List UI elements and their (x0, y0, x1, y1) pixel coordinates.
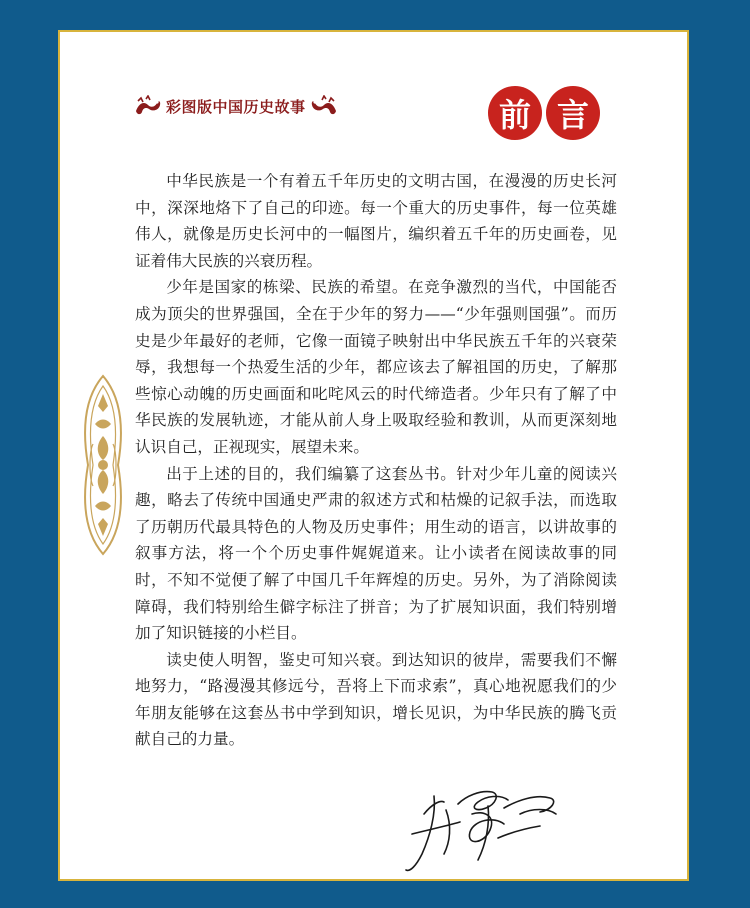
preface-paragraph: 少年是国家的栋梁、民族的希望。在竞争激烈的当代，中国能否成为顶尖的世界强国，全在于少年的努力——“少年强则国强”。而历史是少年最好的老师，它像一面镜子映射出中华民族五千年的兴衰荣辱，我想每一个热爱生活的少年，都应该去了解祖国的历史，了解那些惊心动魄的历史画面和叱咤风云的时代缔造者。少年只有了解了中华民族的发展轨迹，才能从前人身上吸取经验和教训，从而更深刻地认识自己，正视现实，展望未来。 (135, 278, 617, 456)
title-badge-yan: 言 (546, 86, 600, 140)
dragon-left-icon (134, 95, 162, 117)
signature (400, 774, 590, 874)
series-header (134, 93, 338, 119)
dragon-right-icon (310, 95, 338, 117)
preface-paragraph: 出于上述的目的，我们编纂了这套丛书。针对少年儿童的阅读兴趣，略去了传统中国通史严肃的叙述方式和枯燥的记叙手法，而选取了历朝历代最具特色的人物及历史事件；用生动的语言，以讲故事的叙事方法，将一个个历史事件娓娓道来。让小读者在阅读故事的同时，不知不觉便了解了中国几千年辉煌的历史。另外，为了消除阅读障碍，我们特别给生僻字标注了拼音；为了扩展知识面，我们特别增加了知识链接的小栏目。 (135, 464, 617, 643)
floral-ornament-icon (78, 372, 128, 558)
preface-body (135, 168, 617, 753)
preface-paragraph: 中华民族是一个有着五千年历史的文明古国，在漫漫的历史长河中，深深地烙下了自己的印迹。每一个重大的历史事件，每一位英雄伟人，就像是历史长河中的一幅图片，编织着五千年的历史画卷，见证着伟大民族的兴衰历程。 (135, 172, 617, 270)
title-badge-qian: 前 (488, 86, 542, 140)
preface-paragraph: 读史使人明智，鉴史可知兴衰。到达知识的彼岸，需要我们不懈地努力，“路漫漫其修远兮，吾将上下而求索”，真心地祝愿我们的少年朋友能够在这套丛书中学到知识，增长见识，为中华民族的腾飞贡献自己的力量。 (135, 650, 617, 749)
preface-page (58, 30, 689, 881)
preface-title (488, 86, 600, 140)
series-title: 彩图版中国历史故事 (166, 97, 306, 116)
